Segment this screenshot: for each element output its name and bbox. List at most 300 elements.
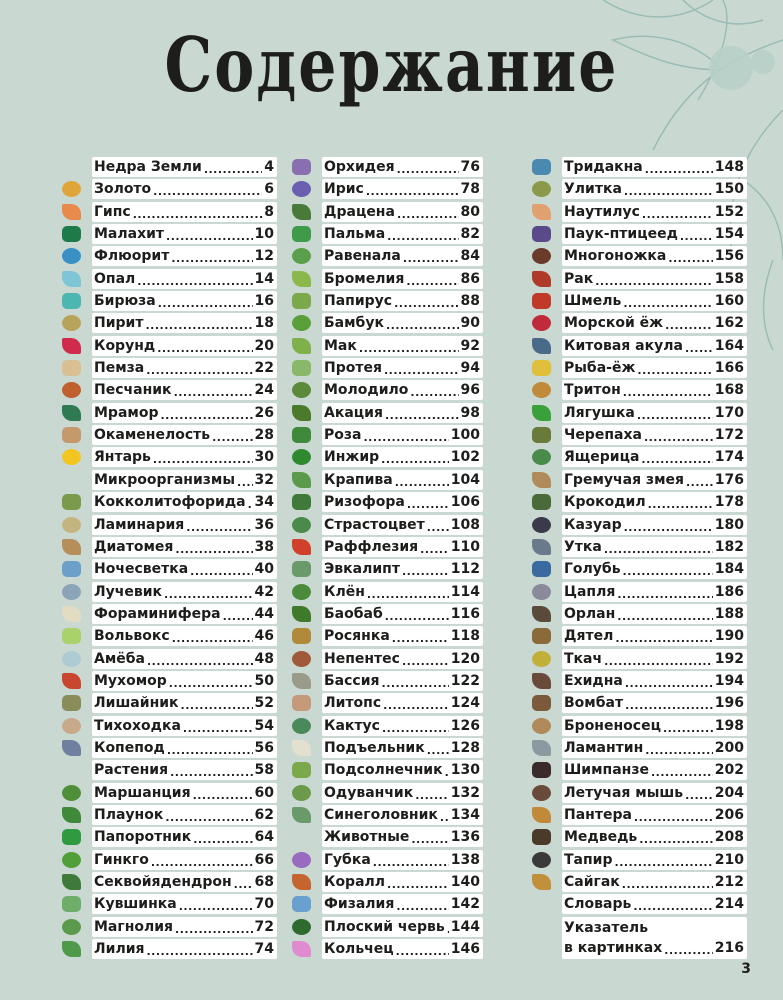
toc-page-number: 140 <box>450 874 480 890</box>
toc-page-number: 80 <box>460 203 480 220</box>
toc-entry[interactable] <box>562 716 747 736</box>
toc-row <box>562 290 747 312</box>
toc-entry[interactable] <box>562 872 747 892</box>
toc-entry-title: Равенала <box>324 248 401 265</box>
toc-entry[interactable] <box>562 291 747 311</box>
toc-leader-dots <box>175 544 252 557</box>
toc-entry[interactable] <box>562 246 747 266</box>
toc-leader-dots <box>385 611 449 624</box>
toc-entry[interactable] <box>92 157 277 177</box>
toc-entry[interactable] <box>562 760 747 780</box>
fern-icon <box>62 829 81 845</box>
noctiluca-icon <box>62 561 81 577</box>
toc-page-number: 84 <box>460 248 480 265</box>
toc-entry[interactable] <box>92 850 277 870</box>
toc-leader-dots <box>160 410 252 423</box>
toc-entry[interactable] <box>562 515 747 535</box>
toc-leader-dots <box>359 343 459 356</box>
eryngium-icon <box>292 807 311 823</box>
dracaena-icon <box>292 204 311 220</box>
toc-page-number: 206 <box>714 806 744 823</box>
toc-entry[interactable] <box>92 917 277 937</box>
toc-page-number: 128 <box>450 739 480 756</box>
toc-entry[interactable] <box>322 894 483 914</box>
toc-entry[interactable] <box>322 850 483 870</box>
toc-leader-dots <box>133 209 263 222</box>
toc-entry[interactable] <box>322 224 483 244</box>
toc-entry[interactable] <box>92 313 277 333</box>
toc-leader-dots <box>397 164 459 177</box>
toc-leader-dots <box>167 745 253 758</box>
toc-entry-title: Животные <box>324 829 410 846</box>
toc-entry-title: Кактус <box>324 717 380 734</box>
toc-entry-title: Лучевик <box>94 583 163 600</box>
toc-entry[interactable] <box>562 783 747 803</box>
toc-entry[interactable] <box>562 559 747 579</box>
toc-page-number: 102 <box>450 449 480 466</box>
toc-entry-title: Губка <box>324 851 371 868</box>
malachite-icon <box>62 226 81 242</box>
toc-entry-title: Медведь <box>564 829 638 846</box>
toc-entry-title: Дятел <box>564 628 614 645</box>
lithops-icon <box>292 695 311 711</box>
toc-entry[interactable] <box>92 738 277 758</box>
toc-page-number: 12 <box>254 248 274 265</box>
toc-entry[interactable] <box>562 224 747 244</box>
opal-icon <box>62 271 81 287</box>
toc-leader-dots <box>204 164 262 177</box>
toc-column-3 <box>562 156 747 956</box>
toc-leader-dots <box>181 700 253 713</box>
toc-leader-dots <box>248 499 253 512</box>
toc-entry[interactable] <box>92 202 277 222</box>
toc-entry[interactable] <box>562 313 747 333</box>
toc-entry[interactable] <box>562 380 747 400</box>
toc-row <box>322 715 483 737</box>
toc-leader-dots <box>193 790 253 803</box>
toc-row <box>322 558 483 580</box>
toc-row <box>92 290 277 312</box>
toc-entry-title: Вомбат <box>564 695 624 712</box>
toc-entry[interactable] <box>92 470 277 490</box>
toc-entry-title: Лягушка <box>564 404 635 421</box>
toc-row <box>562 178 747 200</box>
palm-icon <box>292 226 311 242</box>
toc-leader-dots <box>153 186 262 199</box>
toc-entry-title: Ламинария <box>94 516 185 533</box>
toc-entry[interactable] <box>322 693 483 713</box>
toc-entry-title: Рыба-ёж <box>564 360 636 377</box>
toc-entry[interactable] <box>322 738 483 758</box>
toc-leader-dots <box>604 656 713 669</box>
toc-row <box>92 201 277 223</box>
toc-page-number: 204 <box>714 784 744 801</box>
toc-page-number: 6 <box>264 181 274 198</box>
toc-entry-title: Бромелия <box>324 270 405 287</box>
toc-entry-title: Бамбук <box>324 315 384 332</box>
toc-entry[interactable] <box>322 671 483 691</box>
toc-entry[interactable] <box>92 604 277 624</box>
toc-page-number: 30 <box>254 449 274 466</box>
toc-entry[interactable] <box>562 336 747 356</box>
toc-entry[interactable] <box>92 559 277 579</box>
toc-entry[interactable] <box>92 783 277 803</box>
toc-row <box>562 625 747 647</box>
toc-entry[interactable] <box>322 313 483 333</box>
toc-page-number: 34 <box>254 494 274 511</box>
toc-entry-title: Крапива <box>324 471 393 488</box>
toc-leader-dots <box>403 253 459 266</box>
toc-entry[interactable] <box>92 358 277 378</box>
toc-row <box>92 223 277 245</box>
toc-row <box>92 424 277 446</box>
toc-entry[interactable] <box>322 425 483 445</box>
annelid-icon <box>292 941 311 957</box>
toc-entry[interactable] <box>322 760 483 780</box>
toc-page-number: 126 <box>450 717 480 734</box>
toc-entry-title: Бирюза <box>94 293 156 310</box>
toc-leader-dots <box>137 276 252 289</box>
toc-entry[interactable] <box>562 738 747 758</box>
toc-entry[interactable] <box>562 582 747 602</box>
toc-entry[interactable] <box>92 269 277 289</box>
toc-row <box>322 514 483 536</box>
toc-row <box>92 536 277 558</box>
toc-leader-dots <box>170 767 252 780</box>
tarantula-icon <box>532 226 551 242</box>
toc-entry[interactable] <box>92 827 277 847</box>
toc-entry-title: Растения <box>94 762 169 779</box>
toc-entry-title: Диатомея <box>94 538 174 555</box>
toc-row <box>562 737 747 759</box>
toc-page-number: 86 <box>460 270 480 287</box>
toc-entry[interactable] <box>92 939 277 959</box>
toc-entry[interactable] <box>562 827 747 847</box>
toc-entry[interactable] <box>322 336 483 356</box>
toc-entry[interactable] <box>92 693 277 713</box>
toc-entry[interactable] <box>92 671 277 691</box>
toc-entry[interactable] <box>92 894 277 914</box>
toc-entry-title: Пирит <box>94 315 144 332</box>
toc-leader-dots <box>615 857 713 870</box>
toc-entry-title: Песчаник <box>94 382 172 399</box>
toc-page-number: 52 <box>254 695 274 712</box>
toc-entry[interactable] <box>322 559 483 579</box>
toc-entry-title: Указатель <box>564 919 649 936</box>
toc-leader-dots <box>175 924 252 937</box>
toc-leader-dots <box>668 253 712 266</box>
toc-entry-title: Гинкго <box>94 851 149 868</box>
toc-entry[interactable] <box>322 202 483 222</box>
toc-leader-dots <box>367 589 449 602</box>
toc-leader-dots <box>387 879 449 892</box>
toc-page-number: 38 <box>254 538 274 555</box>
toc-entry[interactable] <box>322 604 483 624</box>
crocodile-icon <box>532 494 551 510</box>
toc-row <box>92 938 277 960</box>
toc-page-number: 32 <box>254 471 274 488</box>
toc-entry[interactable] <box>322 917 483 937</box>
iris-icon <box>292 181 311 197</box>
toc-entry[interactable] <box>562 447 747 467</box>
toc-entry[interactable] <box>92 291 277 311</box>
toc-leader-dots <box>384 365 459 378</box>
toc-entry[interactable] <box>562 626 747 646</box>
toc-entry[interactable] <box>92 179 277 199</box>
toc-leader-dots <box>644 432 713 445</box>
toc-entry[interactable] <box>92 537 277 557</box>
toc-leader-dots <box>171 253 252 266</box>
toc-entry[interactable] <box>562 805 747 825</box>
toc-row <box>562 357 747 379</box>
toc-page-number: 202 <box>714 762 744 779</box>
toc-entry[interactable] <box>562 917 747 959</box>
toc-entry[interactable] <box>322 179 483 199</box>
toc-entry[interactable] <box>562 157 747 177</box>
toc-row <box>562 603 747 625</box>
toc-entry-title: Тихоходка <box>94 717 181 734</box>
toc-entry[interactable] <box>322 269 483 289</box>
pigeon-icon <box>532 561 551 577</box>
toc-leader-dots <box>373 857 449 870</box>
toc-entry[interactable] <box>322 827 483 847</box>
toc-row <box>92 558 277 580</box>
toc-entry[interactable] <box>92 425 277 445</box>
toc-entry[interactable] <box>92 805 277 825</box>
toc-entry[interactable] <box>562 604 747 624</box>
toc-entry[interactable] <box>322 716 483 736</box>
toc-entry[interactable] <box>322 403 483 423</box>
toc-leader-dots <box>146 365 252 378</box>
toc-entry[interactable] <box>562 671 747 691</box>
toc-entry[interactable] <box>92 492 277 512</box>
toc-row <box>322 737 483 759</box>
toc-page-number: 46 <box>254 628 274 645</box>
toc-entry[interactable] <box>322 872 483 892</box>
toc-entry[interactable] <box>322 380 483 400</box>
toc-leader-dots <box>394 298 458 311</box>
toc-page-number: 168 <box>714 382 744 399</box>
toc-row <box>92 826 277 848</box>
toc-leader-dots <box>387 231 458 244</box>
toc-entry[interactable] <box>92 336 277 356</box>
toc-entry-title: Коралл <box>324 874 386 890</box>
toc-leader-dots <box>145 320 252 333</box>
toc-entry[interactable] <box>92 515 277 535</box>
toc-entry[interactable] <box>92 626 277 646</box>
toc-entry-title: Многоножка <box>564 248 667 265</box>
toc-entry-title: Опал <box>94 270 136 287</box>
toc-leader-dots <box>680 231 713 244</box>
toc-leader-dots <box>166 231 252 244</box>
toc-entry[interactable] <box>562 425 747 445</box>
volvox-icon <box>62 628 81 644</box>
toc-entry-title: Кувшинка <box>94 896 177 913</box>
toc-entry-title: Корунд <box>94 337 156 354</box>
toc-entry[interactable] <box>322 783 483 803</box>
toc-row <box>562 312 747 334</box>
toc-row <box>562 491 747 513</box>
toc-entry[interactable] <box>92 224 277 244</box>
toc-row <box>92 692 277 714</box>
toc-entry[interactable] <box>562 202 747 222</box>
toc-page-number: 96 <box>460 382 480 399</box>
toc-entry-title: Литопс <box>324 695 382 712</box>
toc-entry[interactable] <box>322 492 483 512</box>
toc-row <box>92 893 277 915</box>
toc-entry[interactable] <box>322 939 483 959</box>
toc-row <box>562 581 747 603</box>
toc-entry-title: Тридакна <box>564 159 643 175</box>
toc-entry[interactable] <box>92 649 277 669</box>
toc-entry[interactable] <box>92 246 277 266</box>
toc-row <box>322 424 483 446</box>
toc-entry[interactable] <box>562 269 747 289</box>
protea-icon <box>292 360 311 376</box>
toc-entry[interactable] <box>322 537 483 557</box>
kelp-icon <box>62 517 81 533</box>
toc-row <box>92 245 277 267</box>
toc-page-number: 48 <box>254 650 274 667</box>
toc-page-number: 164 <box>714 337 744 354</box>
toc-entry-title: Ризофора <box>324 494 405 511</box>
toc-entry[interactable] <box>92 447 277 467</box>
toc-entry[interactable] <box>322 470 483 490</box>
toc-entry-title: Ящерица <box>564 449 640 466</box>
toc-entry[interactable] <box>562 492 747 512</box>
toc-entry[interactable] <box>562 179 747 199</box>
toc-entry[interactable] <box>562 470 747 490</box>
toc-entry-title: Тапир <box>564 851 613 868</box>
toc-leader-dots <box>685 343 713 356</box>
toc-row <box>92 715 277 737</box>
toc-entry[interactable] <box>562 693 747 713</box>
toc-entry-title: Летучая мышь <box>564 784 684 801</box>
toc-row <box>92 782 277 804</box>
toc-entry[interactable] <box>562 358 747 378</box>
toc-leader-dots <box>366 186 459 199</box>
toc-leader-dots <box>212 432 252 445</box>
toc-entry[interactable] <box>92 872 277 892</box>
toc-page-number: 178 <box>714 494 744 511</box>
toc-entry[interactable] <box>322 805 483 825</box>
toc-page-number: 90 <box>460 315 480 332</box>
foraminifera-icon <box>62 606 81 622</box>
toc-leader-dots <box>153 454 253 467</box>
toc-row <box>322 357 483 379</box>
toc-leader-dots <box>223 611 253 624</box>
toc-row <box>322 268 483 290</box>
toc-leader-dots <box>445 767 449 780</box>
toc-leader-dots <box>410 387 458 400</box>
bamboo-icon <box>292 315 311 331</box>
toc-page-number: 176 <box>714 471 744 488</box>
lily-icon <box>62 941 81 957</box>
bumblebee-icon <box>532 293 551 309</box>
eagle-icon <box>532 606 551 622</box>
toc-leader-dots <box>402 656 449 669</box>
toc-entry[interactable] <box>92 380 277 400</box>
toc-entry[interactable] <box>322 582 483 602</box>
toc-page-number: 68 <box>254 874 274 890</box>
toc-entry[interactable] <box>322 291 483 311</box>
woodpecker-icon <box>532 628 551 644</box>
toc-entry-title: Мухомор <box>94 672 167 689</box>
toc-entry-title: Страстоцвет <box>324 516 425 533</box>
toc-entry-title: Физалия <box>324 896 395 913</box>
toc-entry[interactable] <box>562 537 747 557</box>
toc-page-number: 74 <box>254 941 274 958</box>
toc-row <box>562 223 747 245</box>
amber-icon <box>62 449 81 465</box>
toc-row <box>92 603 277 625</box>
toc-entry[interactable] <box>562 850 747 870</box>
toc-row <box>322 491 483 513</box>
toc-entry[interactable] <box>92 582 277 602</box>
dandelion-icon <box>292 785 311 801</box>
corundum-icon <box>62 338 81 354</box>
toc-entry[interactable] <box>92 403 277 423</box>
toc-leader-dots <box>665 320 713 333</box>
toc-entry[interactable] <box>92 716 277 736</box>
toc-leader-dots <box>169 678 253 691</box>
toc-entry[interactable] <box>562 894 747 914</box>
toc-entry-title: Гремучая змея <box>564 471 684 488</box>
flatworm-icon <box>292 919 311 935</box>
toc-entry[interactable] <box>322 447 483 467</box>
rhizophora-icon <box>292 494 311 510</box>
toc-leader-dots <box>637 365 712 378</box>
toc-entry[interactable] <box>322 246 483 266</box>
toc-entry[interactable] <box>322 626 483 646</box>
toc-row <box>562 558 747 580</box>
toc-entry-title: Рак <box>564 270 594 287</box>
wombat-icon <box>532 695 551 711</box>
toc-leader-dots <box>639 834 713 847</box>
toc-row <box>322 469 483 491</box>
toc-entry[interactable] <box>322 515 483 535</box>
toc-entry-title: Цапля <box>564 583 616 600</box>
toc-page-number: 116 <box>450 605 480 622</box>
coccolithophore-icon <box>62 494 81 510</box>
toc-entry[interactable] <box>322 358 483 378</box>
toc-leader-dots <box>193 834 252 847</box>
rose-icon <box>292 427 311 443</box>
toc-row <box>92 469 277 491</box>
toc-entry[interactable] <box>322 157 483 177</box>
toc-entry[interactable] <box>562 403 747 423</box>
gold-nugget-icon <box>62 181 81 197</box>
toc-leader-dots <box>420 544 449 557</box>
toc-entry-title: Лишайник <box>94 695 179 712</box>
toc-entry-title: Плаунок <box>94 806 164 823</box>
toc-entry-title: Орлан <box>564 605 616 622</box>
toc-entry[interactable] <box>562 649 747 669</box>
toc-entry-title: Крокодил <box>564 494 646 511</box>
chimpanzee-icon <box>532 762 551 778</box>
toc-leader-dots <box>383 700 449 713</box>
toc-entry[interactable] <box>322 649 483 669</box>
nepenthes-icon <box>292 651 311 667</box>
toc-leader-dots <box>151 857 253 870</box>
toc-page-number: 104 <box>450 471 480 488</box>
toc-row <box>562 469 747 491</box>
nettle-icon <box>292 472 311 488</box>
toc-entry[interactable] <box>92 760 277 780</box>
tardigrade-icon <box>62 718 81 734</box>
toc-leader-dots <box>382 678 449 691</box>
toc-row <box>322 603 483 625</box>
